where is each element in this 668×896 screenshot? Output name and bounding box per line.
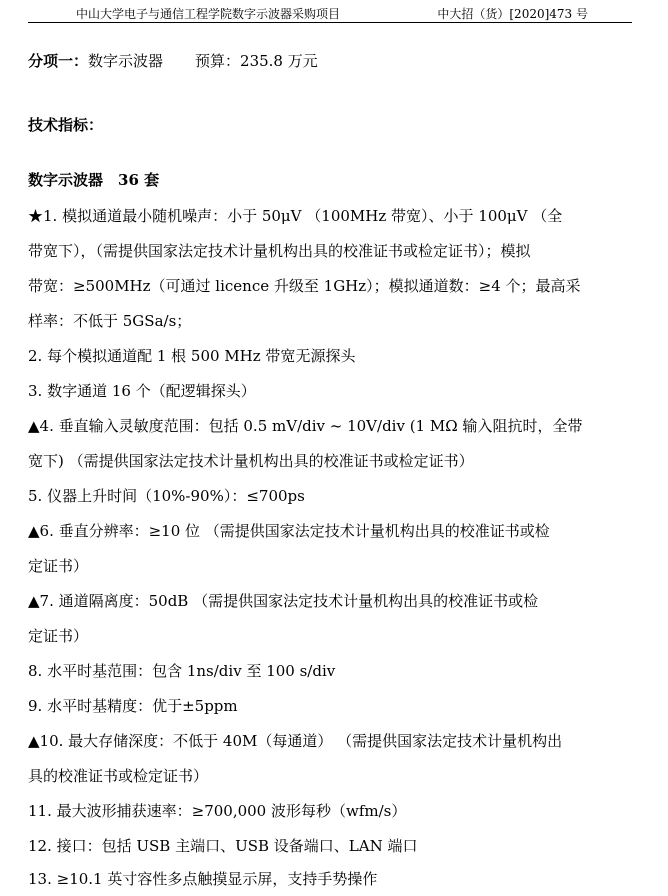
page-header — [28, 4, 632, 23]
spec-line: ★1. 模拟通道最小随机噪声：小于 50μV （100MHz 带宽）、小于 100μV （全 — [28, 207, 563, 225]
spec-line: 9. 水平时基精度：优于±5ppm — [28, 697, 238, 715]
header-project-title: 中山大学电子与通信工程学院数字示波器采购项目 — [76, 7, 341, 21]
spec-line: 样率：不低于 5GSa/s； — [28, 312, 192, 330]
spec-line: 5. 仪器上升时间（10%-90%）：≤700ps — [28, 487, 305, 505]
section-heading — [28, 44, 632, 78]
spec-line: 定证书） — [28, 557, 89, 575]
header-doc-number: 中大招（货）[2020]473 号 — [437, 7, 588, 21]
spec-line: 定证书） — [28, 627, 89, 645]
spec-line: ▲4. 垂直输入灵敏度范围：包括 0.5 mV/div ~ 10V/div (1 MΩ 输入阻抗时，全带 — [28, 417, 583, 435]
section-budget: 预算：235.8 万元 — [195, 52, 318, 70]
section-label: 分项一： — [28, 52, 89, 70]
spec-line: 宽下) （需提供国家法定技术计量机构出具的校准证书或检定证书） — [28, 452, 474, 470]
spec-line: 2. 每个模拟通道配 1 根 500 MHz 带宽无源探头 — [28, 347, 356, 365]
spec-line: 3. 数字通道 16 个（配逻辑探头） — [28, 382, 256, 400]
tech-title: 技术指标： — [28, 116, 104, 134]
spec-line: 11. 最大波形捕获速率：≥700,000 波形每秒（wfm/s） — [28, 802, 407, 820]
spec-line: 带宽：≥500MHz（可通过 licence 升级至 1GHz）；模拟通道数：≥4 个；最高采 — [28, 277, 581, 295]
spec-line: 13. ≥10.1 英寸容性多点触摸显示屏，支持手势操作 — [28, 870, 378, 888]
spec-line: ▲10. 最大存储深度：不低于 40M（每通道） （需提供国家法定技术计量机构出 — [28, 732, 563, 750]
spec-line: ▲6. 垂直分辨率：≥10 位 （需提供国家法定技术计量机构出具的校准证书或检 — [28, 522, 550, 540]
spec-line: ▲7. 通道隔离度：50dB （需提供国家法定技术计量机构出具的校准证书或检 — [28, 592, 539, 610]
spec-line: 带宽下），（需提供国家法定技术计量机构出具的校准证书或检定证书）；模拟 — [28, 242, 531, 260]
spec-line: 8. 水平时基范围：包含 1ns/div 至 100 s/div — [28, 662, 336, 680]
spec-line: 具的校准证书或检定证书） — [28, 767, 209, 785]
section-name: 数字示波器 — [88, 52, 164, 70]
spec-line: 12. 接口：包括 USB 主端口、USB 设备端口、LAN 端口 — [28, 837, 418, 855]
product-title: 数字示波器 36 套 — [28, 171, 160, 189]
